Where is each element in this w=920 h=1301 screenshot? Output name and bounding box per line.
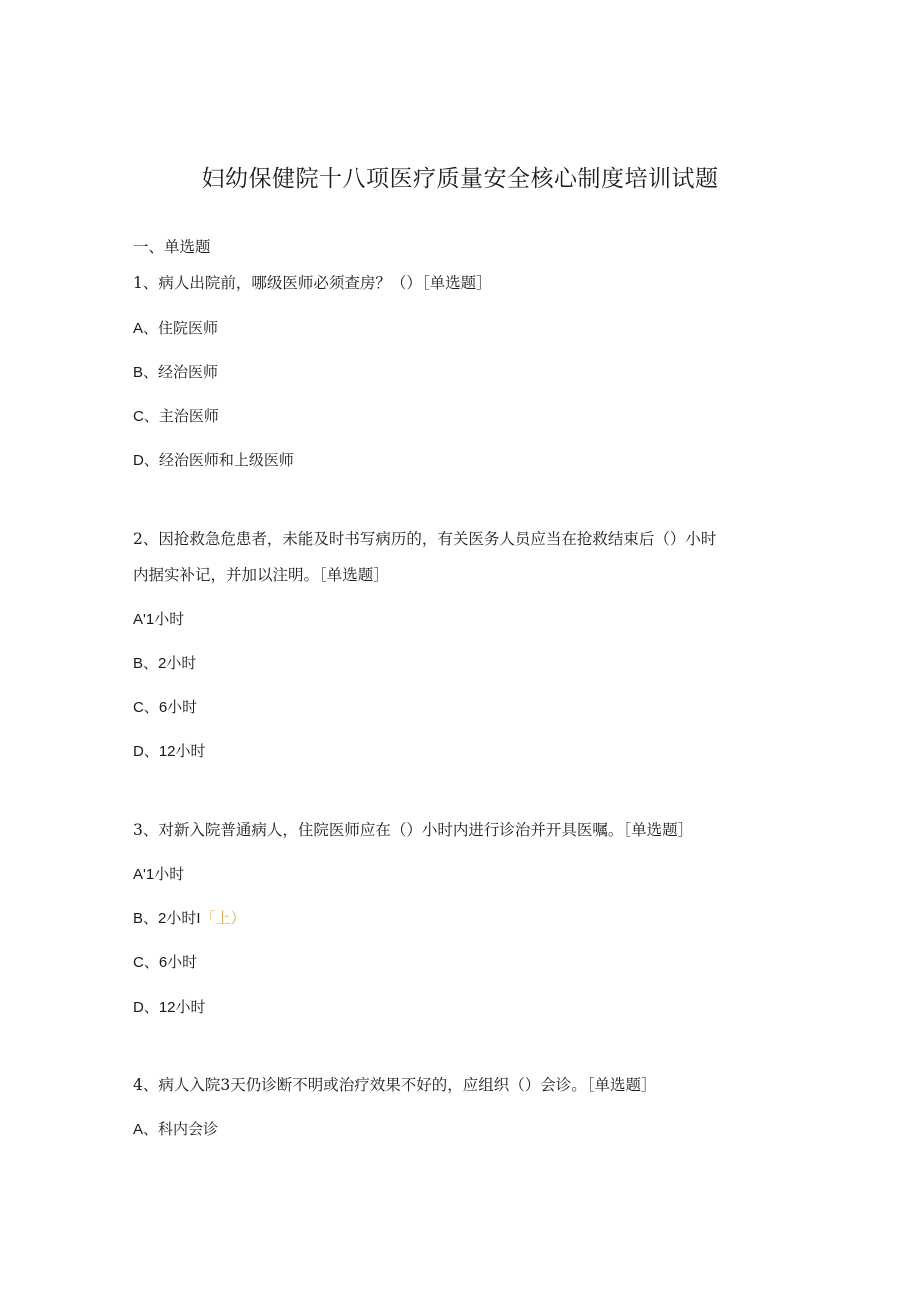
question-3-option-c: C、6小时 xyxy=(133,954,198,971)
question-1-option-b: B、经治医师 xyxy=(133,364,219,381)
question-1-option-a: A、住院医师 xyxy=(133,320,219,337)
question-3-option-a: A'1小时 xyxy=(133,866,185,883)
question-1-option-d: D、经治医师和上级医师 xyxy=(133,452,294,469)
question-2-option-d: D、12小时 xyxy=(133,743,206,760)
question-3-option-b-row xyxy=(133,907,246,928)
question-3-text: 3、对新入院普通病人，住院医师应在（）小时内进行诊治并开具医嘱。［单选题］ xyxy=(133,821,694,839)
question-4-option-a: A、科内会诊 xyxy=(133,1121,219,1138)
question-2-option-c: C、6小时 xyxy=(133,699,198,716)
question-1-text: 1、病人出院前，哪级医师必须查房？（）［单选题］ xyxy=(133,274,492,292)
handwritten-mark: 「上） xyxy=(200,910,246,927)
question-3-option-b: B、2小时I xyxy=(133,910,201,927)
question-1-option-c: C、主治医师 xyxy=(133,408,219,425)
question-2-option-b: B、2小时 xyxy=(133,655,197,672)
question-2-option-a: A'1小时 xyxy=(133,611,185,628)
question-2-text-line1: 2、因抢救急危患者，未能及时书写病历的，有关医务人员应当在抢救结束后（）小时 xyxy=(133,530,717,548)
question-3-option-d: D、12小时 xyxy=(133,999,206,1016)
page-title: 妇幼保健院十八项医疗质量安全核心制度培训试题 xyxy=(201,166,719,192)
question-4-text: 4、病人入院3天仍诊断不明或治疗效果不好的，应组织（）会诊。［单选题］ xyxy=(133,1076,657,1094)
question-2-text-line2: 内据实补记，并加以注明。［单选题］ xyxy=(133,566,389,584)
section-heading: 一、单选题 xyxy=(133,238,211,256)
